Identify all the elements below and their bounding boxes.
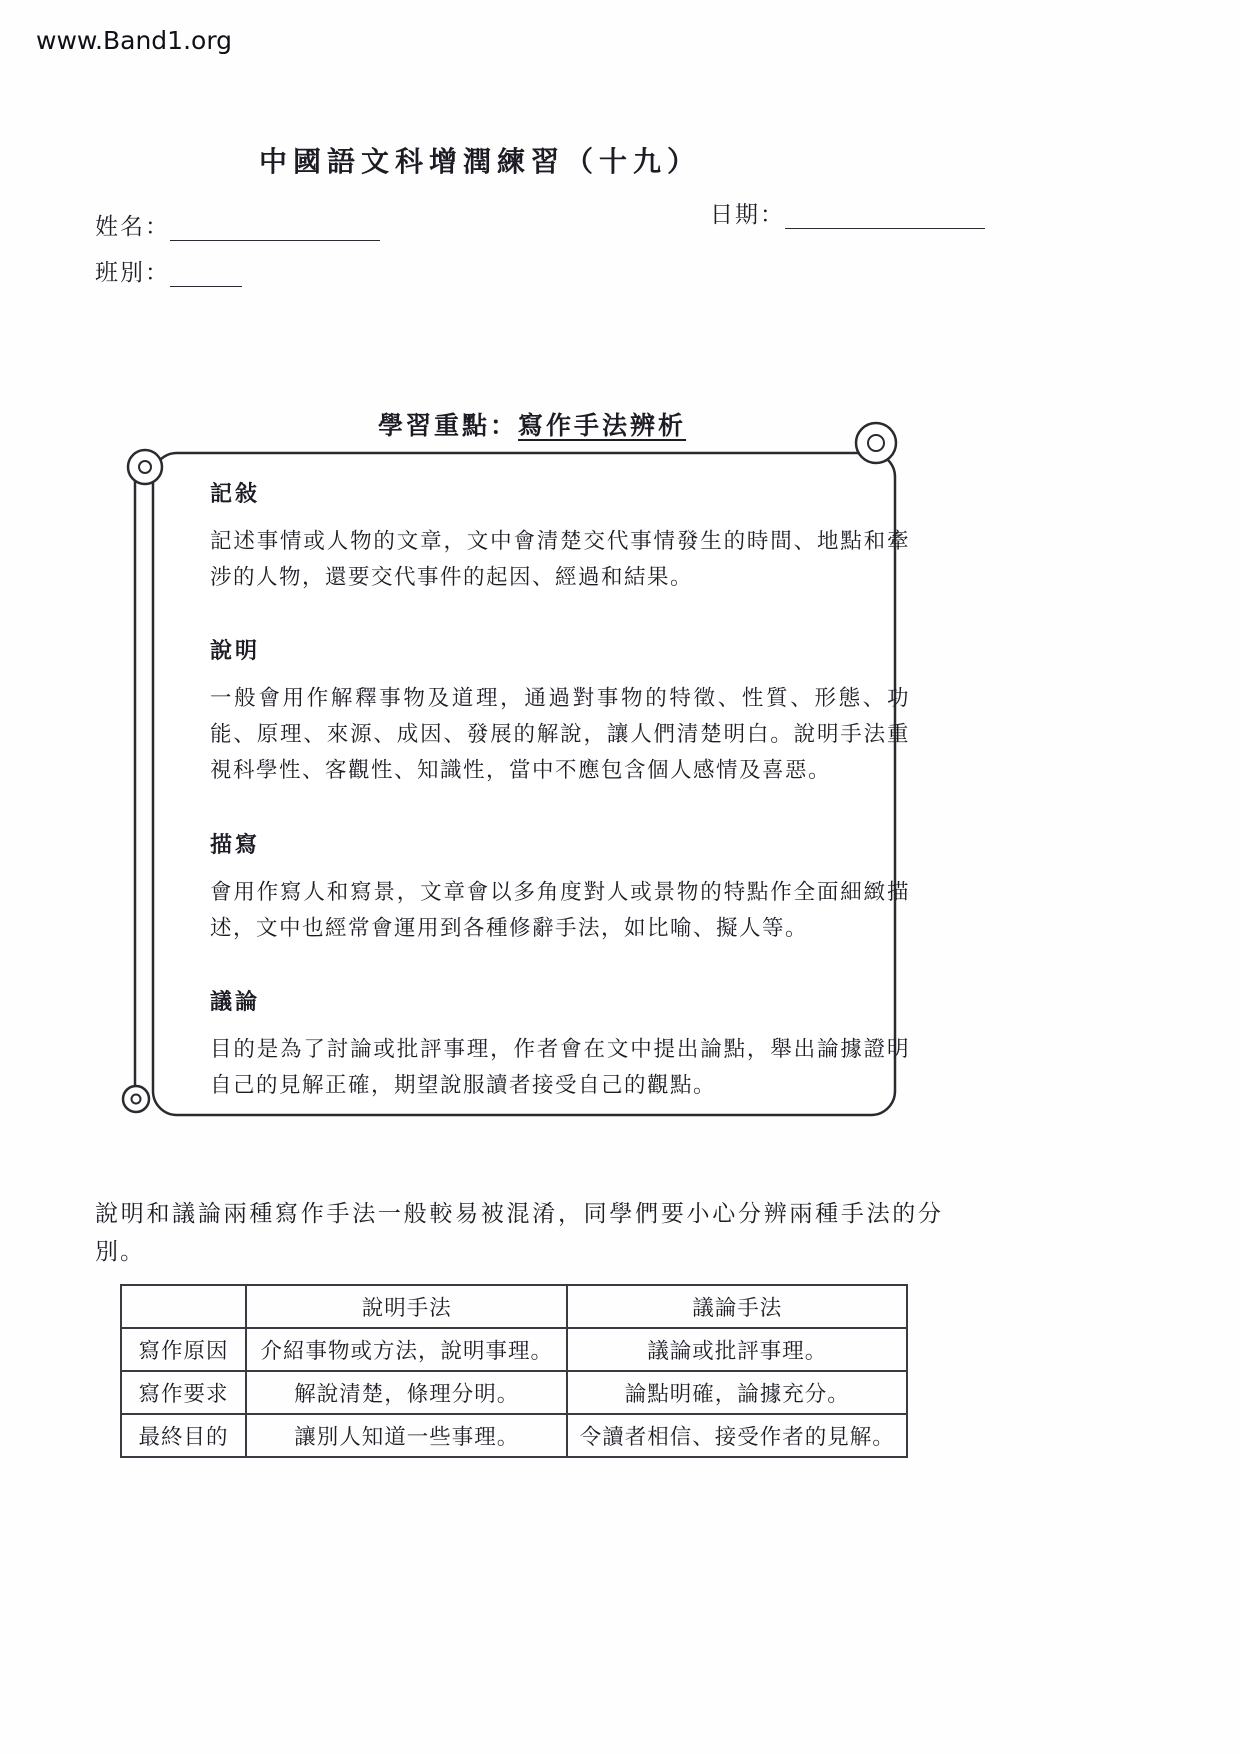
table-row: [121, 1371, 907, 1414]
section-exposition-body: 一般會用作解釋事物及道理，通過對事物的特徵、性質、形態、功能、原理、來源、成因、發展的解說，讓人們清楚明白。說明手法重視科學性、客觀性、知識性，當中不應包含個人感情及喜惡。: [210, 686, 910, 784]
cell-reason-exposition: 介紹事物或方法，說明事理。: [246, 1328, 567, 1371]
date-blank-line: [785, 203, 985, 229]
comparison-table: [120, 1284, 908, 1458]
cell-goal-exposition: 讓別人知道一些事理。: [246, 1414, 567, 1457]
section-narration-heading: 記敍: [210, 481, 261, 507]
cell-goal-argumentation: 令讀者相信、接受作者的見解。: [567, 1414, 907, 1457]
header-exposition-method: 說明手法: [246, 1285, 567, 1328]
section-argumentation: [210, 985, 910, 1104]
section-description-heading: 描寫: [210, 831, 261, 858]
row-label-goal: 最終目的: [121, 1414, 246, 1457]
page-title: 中國語文科增潤練習（十九）: [258, 145, 701, 178]
class-field-row: [95, 254, 242, 287]
section-narration: [210, 477, 910, 596]
scroll-content: [210, 477, 910, 1142]
focus-value: 寫作手法辨析: [518, 411, 687, 440]
date-field-row: [710, 196, 985, 229]
section-exposition: [210, 634, 910, 789]
cell-requirement-exposition: 解說清楚，條理分明。: [246, 1371, 567, 1414]
name-label: 姓名：: [95, 214, 170, 240]
table-header-row: [121, 1285, 907, 1328]
name-field-row: [95, 208, 380, 241]
date-label: 日期：: [710, 202, 785, 228]
table-row: [121, 1414, 907, 1457]
section-argumentation-heading: 議論: [210, 988, 261, 1015]
table-row: [121, 1328, 907, 1371]
comparison-note: 說明和議論兩種寫作手法一般較易被混淆，同學們要小心分辨兩種手法的分別。: [95, 1201, 943, 1265]
class-blank-line: [170, 261, 242, 287]
section-description: [210, 828, 910, 947]
cell-requirement-argumentation: 論點明確，論據充分。: [567, 1371, 907, 1414]
section-description-body: 會用作寫人和寫景，文章會以多角度對人或景物的特點作全面細緻描述，文中也經常會運用到各種修辭手法，如比喻、擬人等。: [210, 879, 910, 941]
section-argumentation-body: 目的是為了討論或批評事理，作者會在文中提出論點，舉出論據證明自己的見解正確，期望說服讀者接受自己的觀點。: [210, 1036, 910, 1098]
row-label-reason: 寫作原因: [121, 1328, 246, 1371]
section-exposition-heading: 說明: [210, 638, 261, 665]
header-argumentation-method: 議論手法: [567, 1285, 907, 1328]
row-label-requirement: 寫作要求: [121, 1371, 246, 1414]
class-label: 班別：: [95, 260, 170, 286]
section-narration-body: 記述事情或人物的文章，文中會清楚交代事情發生的時間、地點和牽涉的人物，還要交代事件的起因、經過和結果。: [210, 529, 910, 591]
site-watermark: www.Band1.org: [36, 26, 233, 55]
scroll-panel: [95, 405, 940, 1180]
cell-reason-argumentation: 議論或批評事理。: [567, 1328, 907, 1371]
name-blank-line: [170, 215, 380, 241]
focus-label: 學習重點：: [378, 411, 519, 440]
header-empty-cell: [121, 1285, 246, 1328]
